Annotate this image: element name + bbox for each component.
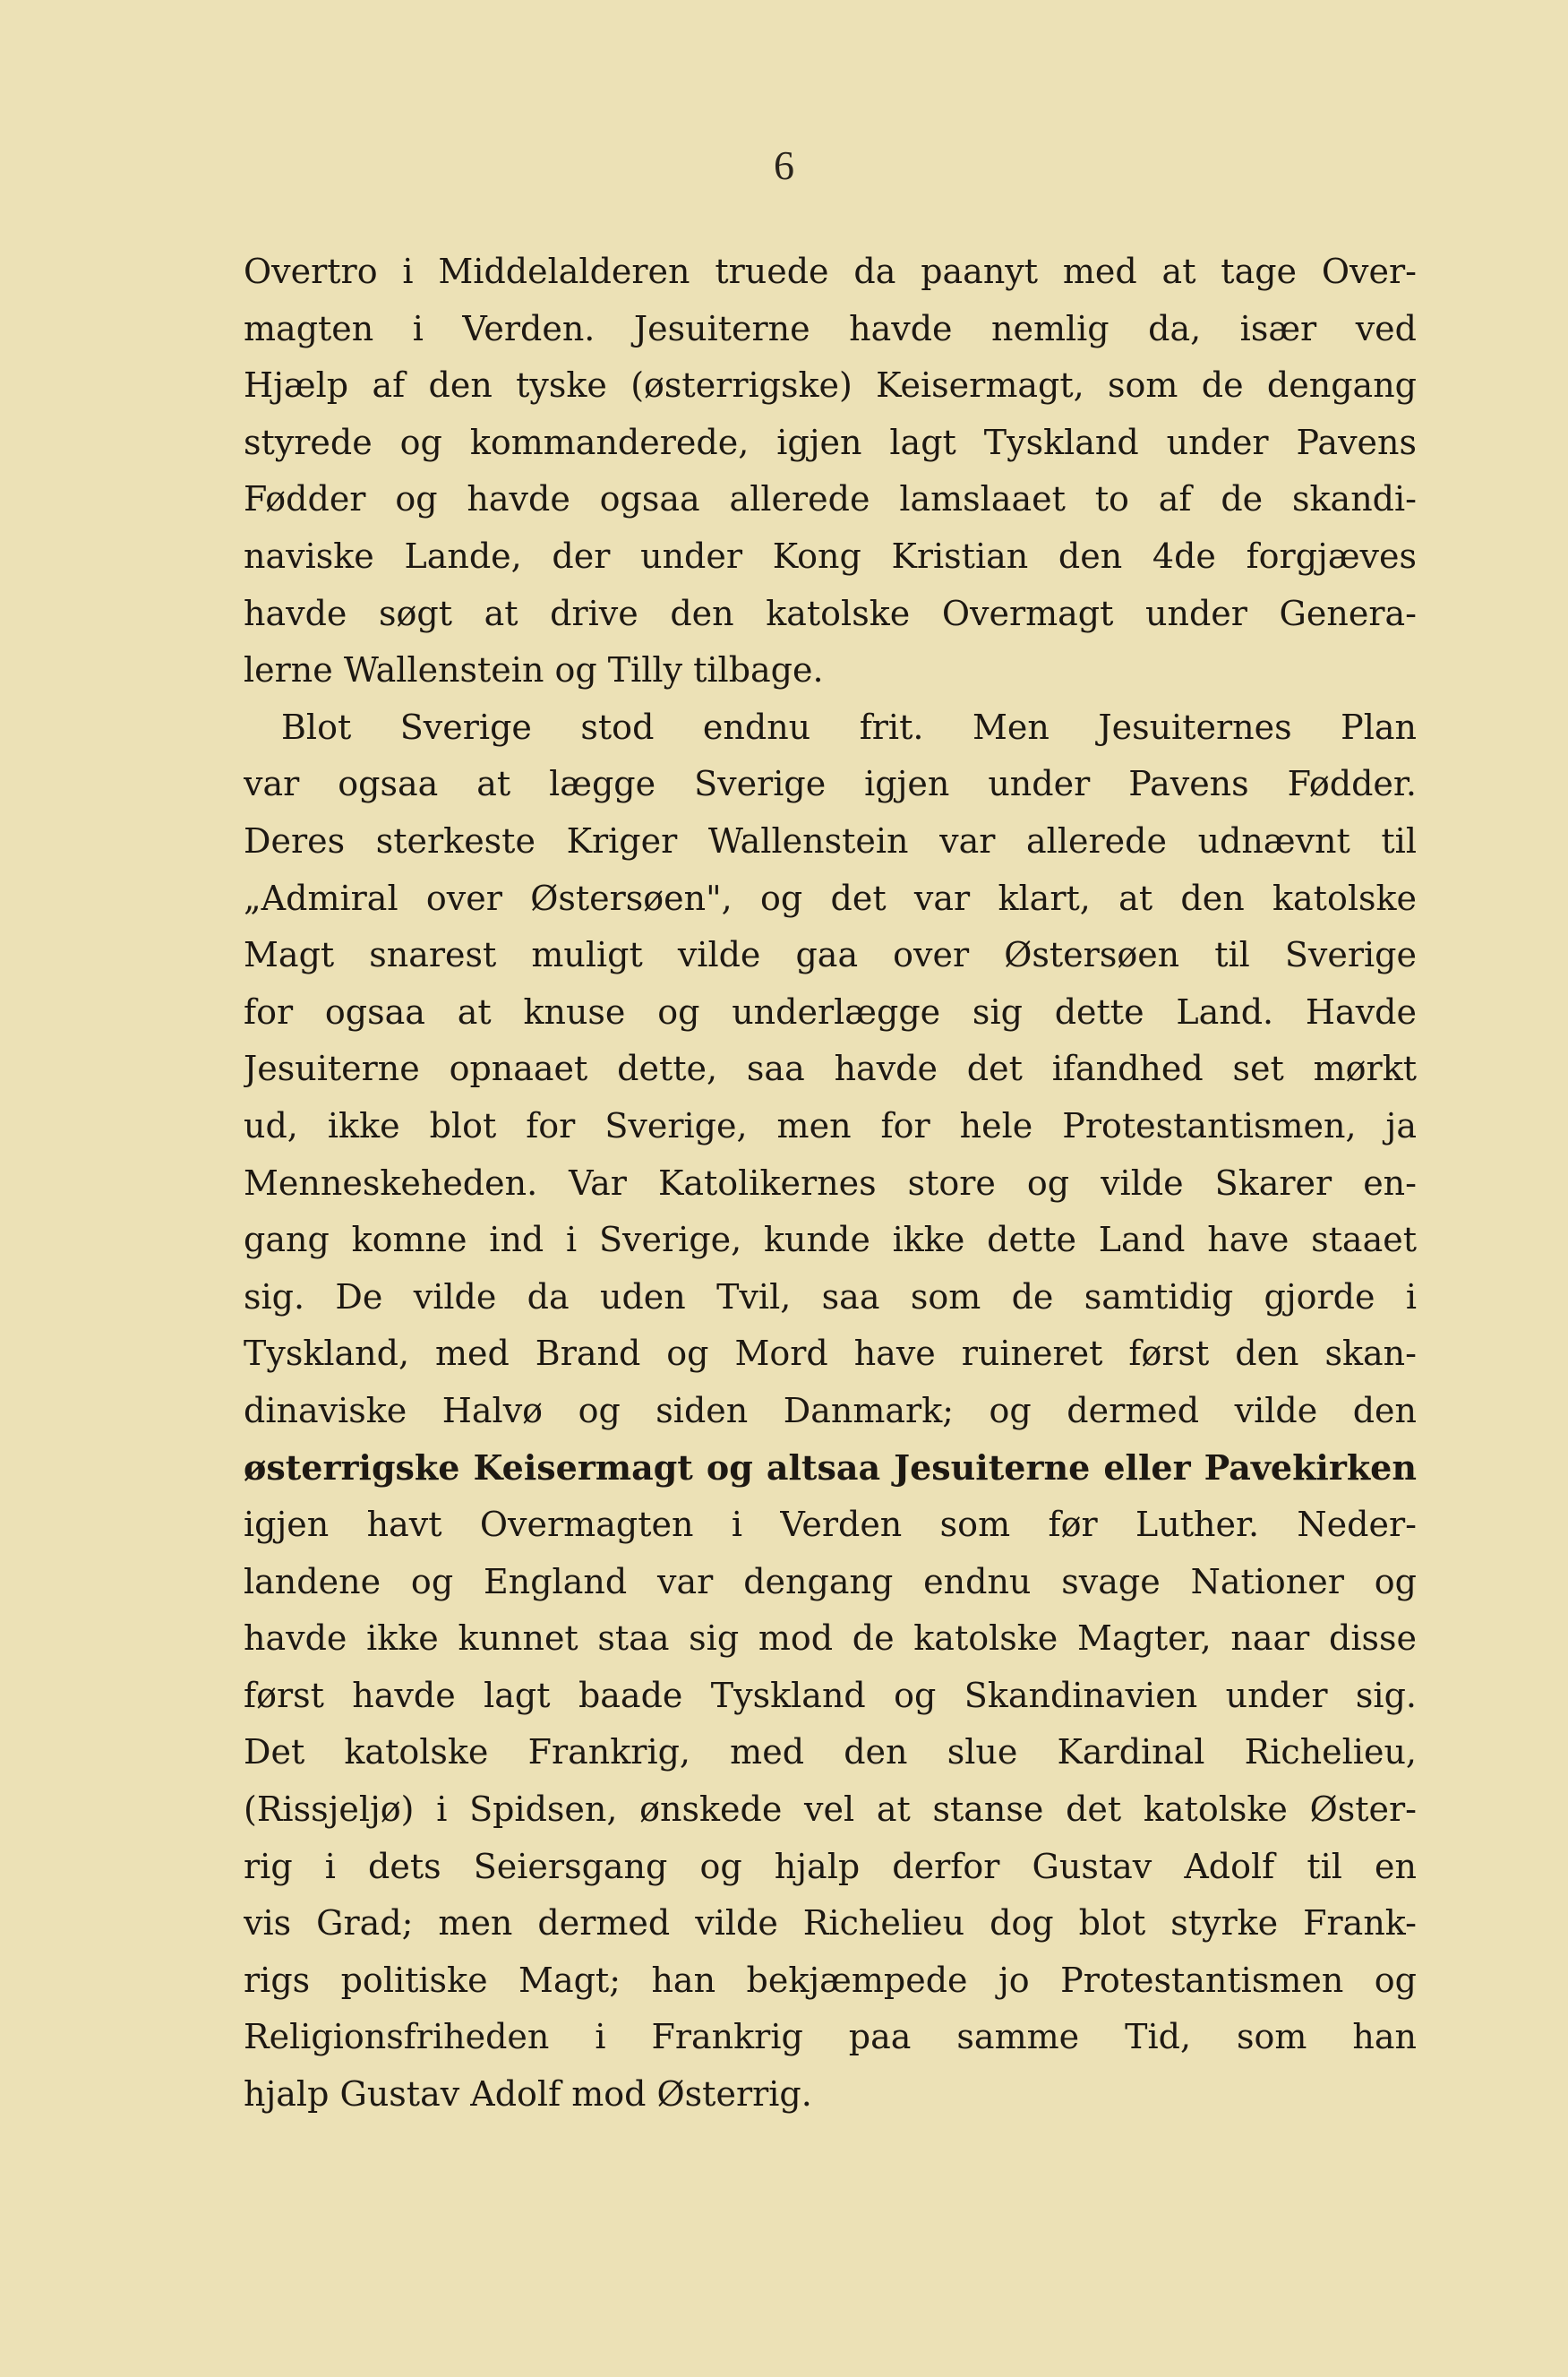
text-line-bold: østerrigske Keisermagt og altsaa Jesuiterne eller Pavekirken [244,1447,1417,1489]
text-line: hjalp Gustav Adolf mod Østerrig. [244,2074,812,2114]
text-line: Det katolske Frankrig, med den slue Kardinal Richelieu, [244,1732,1417,1772]
body-text [244,244,1417,2124]
text-line: først havde lagt baade Tyskland og Skandinavien under sig. [244,1675,1417,1715]
text-line: Deres sterkeste Kriger Wallenstein var allerede udnævnt til [244,820,1417,861]
text-line: vis Grad; men dermed vilde Richelieu dog blot styrke Frank- [244,1903,1417,1944]
text-line: havde søgt at drive den katolske Overmagt under Genera- [244,593,1417,633]
text-line: „Admiral over Østersøen", og det var klart, at den katolske [244,878,1417,918]
text-line: havde ikke kunnet staa sig mod de katolske Magter, naar disse [244,1618,1417,1659]
text-line: gang komne ind i Sverige, kunde ikke dette Land have staaet [244,1220,1417,1260]
text-line: styrede og kommanderede, igjen lagt Tyskland under Pavens [244,422,1417,462]
text-line: for ogsaa at knuse og underlægge sig dette Land. Havde [244,991,1417,1032]
text-line: Jesuiterne opnaaet dette, saa havde det ifandhed set mørkt [244,1049,1417,1089]
text-line: rigs politiske Magt; han bekjæmpede jo Protestantismen og [244,1960,1417,2000]
text-line: Fødder og havde ogsaa allerede lamslaaet to af de skandi- [244,479,1417,519]
text-line: (Rissjeljø) i Spidsen, ønskede vel at stanse det katolske Øster- [244,1789,1417,1830]
text-line: Tyskland, med Brand og Mord have ruineret først den skan- [244,1334,1417,1374]
text-line: lerne Wallenstein og Tilly tilbage. [244,650,824,691]
text-line: Magt snarest muligt vilde gaa over Østersøen til Sverige [244,935,1417,975]
text-line: igjen havt Overmagten i Verden som før Luther. Neder- [244,1505,1417,1545]
text-line: rig i dets Seiersgang og hjalp derfor Gustav Adolf til en [244,1846,1417,1886]
text-line: dinaviske Halvø og siden Danmark; og dermed vilde den [244,1390,1417,1430]
text-line: Overtro i Middelalderen truede da paanyt med at tage Over- [244,252,1417,291]
text-line: var ogsaa at lægge Sverige igjen under Pavens Fødder. [244,764,1417,804]
text-line: magten i Verden. Jesuiterne havde nemlig da, især ved [244,308,1417,348]
text-line: ud, ikke blot for Sverige, men for hele Protestantismen, ja [244,1105,1417,1146]
text-line: Hjælp af den tyske (østerrigske) Keisermagt, som de dengang [244,365,1417,406]
text-line: naviske Lande, der under Kong Kristian den 4de forgjæves [244,536,1417,576]
text-line: sig. De vilde da uden Tvil, saa som de samtidig gjorde i [244,1276,1417,1317]
page-number: 6 [774,142,794,188]
text-line: Menneskeheden. Var Katolikernes store og vilde Skarer en- [244,1163,1417,1203]
text-line: Religionsfriheden i Frankrig paa samme Tid, som han [244,2017,1417,2057]
text-line: Blot Sverige stod endnu frit. Men Jesuiternes Plan [281,707,1417,747]
text-line: landene og England var dengang endnu svage Nationer og [244,1561,1417,1601]
